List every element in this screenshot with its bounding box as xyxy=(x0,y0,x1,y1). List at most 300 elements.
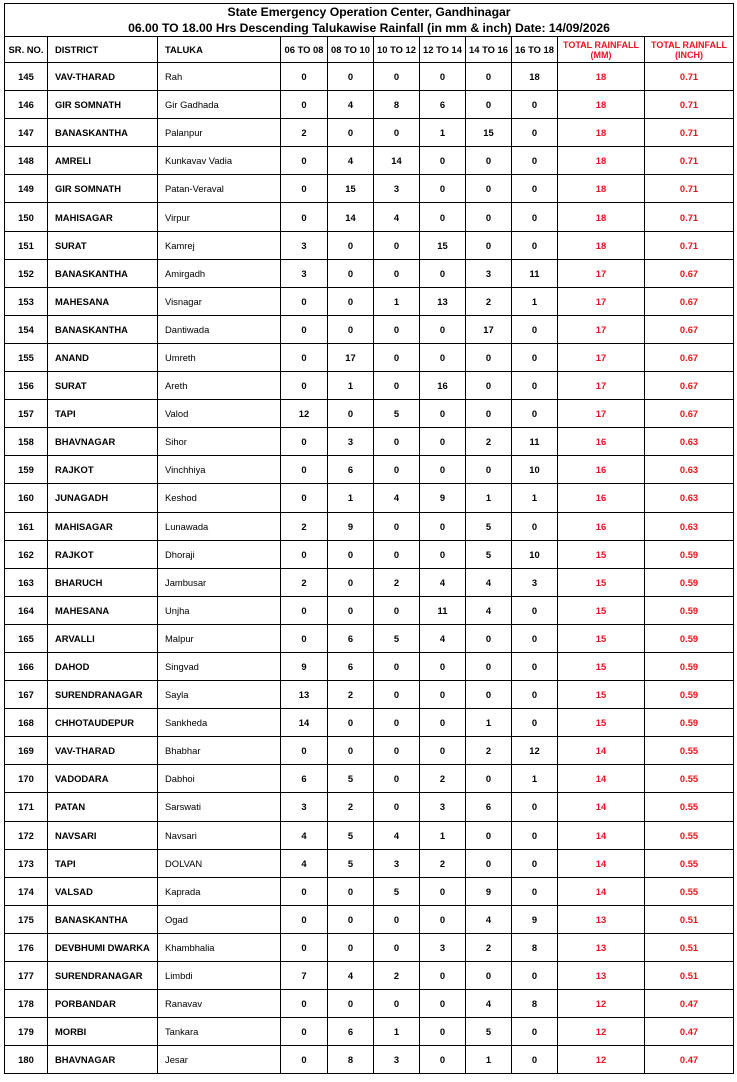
cell-08-to-10: 6 xyxy=(328,652,374,680)
cell-10-to-12: 0 xyxy=(374,119,420,147)
table-row xyxy=(5,877,734,905)
cell-08-to-10: 0 xyxy=(328,990,374,1018)
cell-12-to-14: 0 xyxy=(420,456,466,484)
cell-taluka: Sankheda xyxy=(158,709,281,737)
cell-16-to-18: 0 xyxy=(512,652,558,680)
cell-sr-no: 160 xyxy=(5,484,48,512)
cell-total-inch: 0.67 xyxy=(645,315,734,343)
cell-12-to-14: 13 xyxy=(420,287,466,315)
cell-district: DAHOD xyxy=(48,652,158,680)
col-header-sr-no: SR. NO. xyxy=(5,37,48,63)
cell-16-to-18: 0 xyxy=(512,793,558,821)
col-header-06-to-08: 06 TO 08 xyxy=(281,37,328,63)
cell-sr-no: 170 xyxy=(5,765,48,793)
cell-08-to-10: 0 xyxy=(328,568,374,596)
cell-12-to-14: 1 xyxy=(420,119,466,147)
cell-district: VALSAD xyxy=(48,877,158,905)
cell-06-to-08: 0 xyxy=(281,343,328,371)
cell-taluka: Sarswati xyxy=(158,793,281,821)
cell-sr-no: 145 xyxy=(5,63,48,91)
cell-total-inch: 0.51 xyxy=(645,905,734,933)
cell-14-to-16: 0 xyxy=(466,203,512,231)
table-row xyxy=(5,343,734,371)
cell-sr-no: 152 xyxy=(5,259,48,287)
cell-total-inch: 0.47 xyxy=(645,1018,734,1046)
cell-16-to-18: 0 xyxy=(512,175,558,203)
cell-16-to-18: 0 xyxy=(512,147,558,175)
cell-06-to-08: 2 xyxy=(281,512,328,540)
cell-sr-no: 171 xyxy=(5,793,48,821)
cell-district: PORBANDAR xyxy=(48,990,158,1018)
col-header-taluka: TALUKA xyxy=(158,37,281,63)
cell-16-to-18: 9 xyxy=(512,905,558,933)
cell-08-to-10: 14 xyxy=(328,203,374,231)
cell-district: BHARUCH xyxy=(48,568,158,596)
cell-08-to-10: 0 xyxy=(328,119,374,147)
cell-12-to-14: 9 xyxy=(420,484,466,512)
table-row xyxy=(5,793,734,821)
cell-total-inch: 0.67 xyxy=(645,372,734,400)
cell-14-to-16: 0 xyxy=(466,765,512,793)
cell-12-to-14: 0 xyxy=(420,1046,466,1074)
rainfall-table xyxy=(4,3,734,1074)
cell-total-mm: 13 xyxy=(558,962,645,990)
table-row xyxy=(5,91,734,119)
cell-district: DEVBHUMI DWARKA xyxy=(48,933,158,961)
cell-total-inch: 0.67 xyxy=(645,343,734,371)
cell-16-to-18: 0 xyxy=(512,624,558,652)
cell-total-mm: 13 xyxy=(558,933,645,961)
cell-total-mm: 16 xyxy=(558,512,645,540)
table-row xyxy=(5,119,734,147)
cell-08-to-10: 0 xyxy=(328,231,374,259)
cell-16-to-18: 1 xyxy=(512,765,558,793)
cell-16-to-18: 0 xyxy=(512,596,558,624)
cell-sr-no: 155 xyxy=(5,343,48,371)
cell-sr-no: 154 xyxy=(5,315,48,343)
col-header-12-to-14: 12 TO 14 xyxy=(420,37,466,63)
cell-total-inch: 0.55 xyxy=(645,737,734,765)
table-row xyxy=(5,765,734,793)
cell-total-inch: 0.67 xyxy=(645,259,734,287)
cell-total-mm: 17 xyxy=(558,259,645,287)
cell-total-mm: 17 xyxy=(558,287,645,315)
cell-district: BANASKANTHA xyxy=(48,119,158,147)
cell-district: MAHESANA xyxy=(48,596,158,624)
cell-total-inch: 0.59 xyxy=(645,709,734,737)
table-row xyxy=(5,203,734,231)
cell-total-inch: 0.71 xyxy=(645,147,734,175)
cell-total-mm: 13 xyxy=(558,905,645,933)
cell-14-to-16: 6 xyxy=(466,793,512,821)
col-header-total-inch-line1: TOTAL RAINFALL xyxy=(651,39,727,50)
cell-14-to-16: 4 xyxy=(466,596,512,624)
cell-12-to-14: 0 xyxy=(420,259,466,287)
cell-16-to-18: 0 xyxy=(512,962,558,990)
table-row xyxy=(5,287,734,315)
cell-sr-no: 146 xyxy=(5,91,48,119)
cell-10-to-12: 5 xyxy=(374,624,420,652)
cell-08-to-10: 0 xyxy=(328,400,374,428)
cell-district: MAHISAGAR xyxy=(48,203,158,231)
cell-12-to-14: 2 xyxy=(420,849,466,877)
cell-sr-no: 167 xyxy=(5,681,48,709)
cell-12-to-14: 6 xyxy=(420,91,466,119)
cell-16-to-18: 0 xyxy=(512,1046,558,1074)
cell-total-mm: 14 xyxy=(558,737,645,765)
cell-12-to-14: 0 xyxy=(420,652,466,680)
table-row xyxy=(5,512,734,540)
cell-district: AMRELI xyxy=(48,147,158,175)
cell-10-to-12: 0 xyxy=(374,428,420,456)
table-row xyxy=(5,1018,734,1046)
cell-taluka: Malpur xyxy=(158,624,281,652)
cell-12-to-14: 4 xyxy=(420,624,466,652)
cell-06-to-08: 0 xyxy=(281,175,328,203)
cell-sr-no: 176 xyxy=(5,933,48,961)
cell-08-to-10: 17 xyxy=(328,343,374,371)
cell-sr-no: 173 xyxy=(5,849,48,877)
cell-14-to-16: 4 xyxy=(466,990,512,1018)
cell-10-to-12: 0 xyxy=(374,596,420,624)
cell-14-to-16: 0 xyxy=(466,624,512,652)
cell-total-inch: 0.59 xyxy=(645,624,734,652)
cell-10-to-12: 8 xyxy=(374,91,420,119)
report-title: State Emergency Operation Center, Gandhinagar xyxy=(5,4,734,21)
cell-12-to-14: 0 xyxy=(420,428,466,456)
cell-12-to-14: 3 xyxy=(420,933,466,961)
cell-16-to-18: 1 xyxy=(512,287,558,315)
cell-12-to-14: 0 xyxy=(420,343,466,371)
cell-10-to-12: 2 xyxy=(374,568,420,596)
cell-sr-no: 157 xyxy=(5,400,48,428)
table-row xyxy=(5,147,734,175)
cell-14-to-16: 1 xyxy=(466,709,512,737)
cell-08-to-10: 4 xyxy=(328,147,374,175)
cell-10-to-12: 0 xyxy=(374,681,420,709)
cell-14-to-16: 0 xyxy=(466,652,512,680)
cell-sr-no: 158 xyxy=(5,428,48,456)
cell-district: SURENDRANAGAR xyxy=(48,681,158,709)
cell-total-mm: 18 xyxy=(558,119,645,147)
cell-08-to-10: 6 xyxy=(328,624,374,652)
table-row xyxy=(5,484,734,512)
cell-06-to-08: 0 xyxy=(281,624,328,652)
cell-district: PATAN xyxy=(48,793,158,821)
cell-06-to-08: 0 xyxy=(281,596,328,624)
cell-total-inch: 0.67 xyxy=(645,400,734,428)
cell-total-mm: 16 xyxy=(558,484,645,512)
cell-total-mm: 15 xyxy=(558,709,645,737)
cell-16-to-18: 10 xyxy=(512,540,558,568)
col-header-total-mm-line1: TOTAL RAINFALL xyxy=(563,39,639,50)
cell-14-to-16: 0 xyxy=(466,456,512,484)
table-row xyxy=(5,905,734,933)
table-row xyxy=(5,709,734,737)
cell-10-to-12: 4 xyxy=(374,484,420,512)
cell-14-to-16: 0 xyxy=(466,400,512,428)
cell-08-to-10: 0 xyxy=(328,63,374,91)
cell-08-to-10: 15 xyxy=(328,175,374,203)
cell-16-to-18: 0 xyxy=(512,315,558,343)
cell-12-to-14: 11 xyxy=(420,596,466,624)
cell-total-mm: 12 xyxy=(558,1018,645,1046)
cell-06-to-08: 9 xyxy=(281,652,328,680)
cell-taluka: Limbdi xyxy=(158,962,281,990)
cell-total-inch: 0.55 xyxy=(645,793,734,821)
cell-10-to-12: 0 xyxy=(374,372,420,400)
cell-total-inch: 0.63 xyxy=(645,484,734,512)
cell-16-to-18: 18 xyxy=(512,63,558,91)
cell-district: RAJKOT xyxy=(48,456,158,484)
cell-total-inch: 0.71 xyxy=(645,231,734,259)
cell-total-inch: 0.55 xyxy=(645,821,734,849)
cell-14-to-16: 0 xyxy=(466,821,512,849)
cell-10-to-12: 5 xyxy=(374,877,420,905)
cell-06-to-08: 0 xyxy=(281,372,328,400)
cell-taluka: Dhoraji xyxy=(158,540,281,568)
cell-08-to-10: 9 xyxy=(328,512,374,540)
cell-sr-no: 174 xyxy=(5,877,48,905)
col-header-10-to-12: 10 TO 12 xyxy=(374,37,420,63)
cell-06-to-08: 12 xyxy=(281,400,328,428)
cell-10-to-12: 2 xyxy=(374,962,420,990)
table-row xyxy=(5,596,734,624)
cell-06-to-08: 0 xyxy=(281,287,328,315)
cell-district: SURAT xyxy=(48,231,158,259)
cell-district: BANASKANTHA xyxy=(48,259,158,287)
cell-total-mm: 14 xyxy=(558,877,645,905)
cell-district: BANASKANTHA xyxy=(48,315,158,343)
table-row xyxy=(5,624,734,652)
cell-08-to-10: 0 xyxy=(328,737,374,765)
cell-12-to-14: 2 xyxy=(420,765,466,793)
cell-10-to-12: 0 xyxy=(374,259,420,287)
cell-06-to-08: 0 xyxy=(281,737,328,765)
cell-10-to-12: 3 xyxy=(374,175,420,203)
cell-district: CHHOTAUDEPUR xyxy=(48,709,158,737)
cell-taluka: Ranavav xyxy=(158,990,281,1018)
cell-sr-no: 178 xyxy=(5,990,48,1018)
cell-taluka: Jambusar xyxy=(158,568,281,596)
report-subtitle: 06.00 TO 18.00 Hrs Descending Talukawise Rainfall (in mm & inch) Date: 14/09/2026 xyxy=(5,20,734,37)
table-row xyxy=(5,428,734,456)
table-row xyxy=(5,456,734,484)
cell-total-inch: 0.59 xyxy=(645,596,734,624)
cell-16-to-18: 0 xyxy=(512,400,558,428)
cell-16-to-18: 0 xyxy=(512,91,558,119)
cell-10-to-12: 4 xyxy=(374,203,420,231)
col-header-total-inch xyxy=(645,37,734,63)
cell-taluka: Areth xyxy=(158,372,281,400)
col-header-total-mm xyxy=(558,37,645,63)
cell-10-to-12: 3 xyxy=(374,1046,420,1074)
cell-14-to-16: 5 xyxy=(466,540,512,568)
cell-12-to-14: 0 xyxy=(420,512,466,540)
cell-total-inch: 0.71 xyxy=(645,119,734,147)
cell-10-to-12: 0 xyxy=(374,315,420,343)
cell-14-to-16: 1 xyxy=(466,1046,512,1074)
cell-sr-no: 179 xyxy=(5,1018,48,1046)
cell-14-to-16: 17 xyxy=(466,315,512,343)
cell-district: MAHISAGAR xyxy=(48,512,158,540)
table-row xyxy=(5,737,734,765)
column-header-row xyxy=(5,37,734,63)
table-row xyxy=(5,933,734,961)
cell-14-to-16: 0 xyxy=(466,343,512,371)
cell-14-to-16: 5 xyxy=(466,1018,512,1046)
cell-sr-no: 149 xyxy=(5,175,48,203)
col-header-16-to-18: 16 TO 18 xyxy=(512,37,558,63)
cell-total-mm: 14 xyxy=(558,821,645,849)
cell-sr-no: 150 xyxy=(5,203,48,231)
cell-08-to-10: 4 xyxy=(328,91,374,119)
cell-taluka: Keshod xyxy=(158,484,281,512)
table-row xyxy=(5,372,734,400)
cell-14-to-16: 2 xyxy=(466,737,512,765)
cell-12-to-14: 0 xyxy=(420,1018,466,1046)
cell-06-to-08: 0 xyxy=(281,877,328,905)
cell-16-to-18: 0 xyxy=(512,343,558,371)
cell-16-to-18: 11 xyxy=(512,428,558,456)
cell-06-to-08: 4 xyxy=(281,821,328,849)
cell-sr-no: 151 xyxy=(5,231,48,259)
cell-08-to-10: 0 xyxy=(328,905,374,933)
cell-08-to-10: 3 xyxy=(328,428,374,456)
cell-total-inch: 0.51 xyxy=(645,962,734,990)
cell-10-to-12: 0 xyxy=(374,905,420,933)
cell-14-to-16: 9 xyxy=(466,877,512,905)
cell-total-mm: 16 xyxy=(558,428,645,456)
cell-taluka: Palanpur xyxy=(158,119,281,147)
cell-16-to-18: 0 xyxy=(512,203,558,231)
col-header-total-inch-line2: (INCH) xyxy=(675,49,703,60)
cell-district: BANASKANTHA xyxy=(48,905,158,933)
cell-taluka: Vinchhiya xyxy=(158,456,281,484)
cell-sr-no: 153 xyxy=(5,287,48,315)
cell-taluka: Sihor xyxy=(158,428,281,456)
cell-district: NAVSARI xyxy=(48,821,158,849)
cell-12-to-14: 0 xyxy=(420,737,466,765)
cell-06-to-08: 2 xyxy=(281,119,328,147)
cell-06-to-08: 0 xyxy=(281,315,328,343)
cell-total-inch: 0.59 xyxy=(645,681,734,709)
cell-06-to-08: 0 xyxy=(281,63,328,91)
cell-06-to-08: 0 xyxy=(281,1018,328,1046)
cell-12-to-14: 0 xyxy=(420,709,466,737)
table-row xyxy=(5,259,734,287)
cell-district: GIR SOMNATH xyxy=(48,175,158,203)
cell-district: MAHESANA xyxy=(48,287,158,315)
cell-12-to-14: 0 xyxy=(420,877,466,905)
cell-10-to-12: 0 xyxy=(374,933,420,961)
cell-10-to-12: 0 xyxy=(374,990,420,1018)
cell-08-to-10: 0 xyxy=(328,877,374,905)
cell-08-to-10: 0 xyxy=(328,287,374,315)
cell-10-to-12: 14 xyxy=(374,147,420,175)
cell-16-to-18: 3 xyxy=(512,568,558,596)
cell-10-to-12: 5 xyxy=(374,400,420,428)
cell-district: BHAVNAGAR xyxy=(48,428,158,456)
cell-taluka: Tankara xyxy=(158,1018,281,1046)
cell-taluka: Visnagar xyxy=(158,287,281,315)
cell-14-to-16: 0 xyxy=(466,147,512,175)
cell-06-to-08: 4 xyxy=(281,849,328,877)
cell-total-mm: 15 xyxy=(558,568,645,596)
cell-sr-no: 148 xyxy=(5,147,48,175)
cell-taluka: Patan-Veraval xyxy=(158,175,281,203)
cell-14-to-16: 4 xyxy=(466,905,512,933)
cell-16-to-18: 11 xyxy=(512,259,558,287)
cell-total-mm: 17 xyxy=(558,400,645,428)
cell-06-to-08: 0 xyxy=(281,1046,328,1074)
cell-12-to-14: 0 xyxy=(420,147,466,175)
cell-14-to-16: 0 xyxy=(466,849,512,877)
cell-taluka: Gir Gadhada xyxy=(158,91,281,119)
cell-total-inch: 0.59 xyxy=(645,652,734,680)
cell-06-to-08: 0 xyxy=(281,456,328,484)
cell-total-inch: 0.51 xyxy=(645,933,734,961)
cell-total-mm: 17 xyxy=(558,343,645,371)
cell-12-to-14: 3 xyxy=(420,793,466,821)
table-row xyxy=(5,849,734,877)
cell-12-to-14: 4 xyxy=(420,568,466,596)
cell-sr-no: 168 xyxy=(5,709,48,737)
cell-taluka: Singvad xyxy=(158,652,281,680)
cell-06-to-08: 0 xyxy=(281,540,328,568)
cell-10-to-12: 1 xyxy=(374,287,420,315)
cell-08-to-10: 5 xyxy=(328,765,374,793)
cell-sr-no: 147 xyxy=(5,119,48,147)
cell-total-inch: 0.71 xyxy=(645,63,734,91)
cell-sr-no: 175 xyxy=(5,905,48,933)
cell-14-to-16: 0 xyxy=(466,962,512,990)
col-header-14-to-16: 14 TO 16 xyxy=(466,37,512,63)
cell-08-to-10: 5 xyxy=(328,821,374,849)
cell-total-mm: 14 xyxy=(558,793,645,821)
cell-12-to-14: 0 xyxy=(420,905,466,933)
cell-06-to-08: 0 xyxy=(281,905,328,933)
cell-14-to-16: 2 xyxy=(466,287,512,315)
cell-08-to-10: 0 xyxy=(328,709,374,737)
cell-14-to-16: 2 xyxy=(466,428,512,456)
cell-sr-no: 162 xyxy=(5,540,48,568)
cell-total-mm: 14 xyxy=(558,849,645,877)
cell-total-inch: 0.47 xyxy=(645,990,734,1018)
col-header-district: DISTRICT xyxy=(48,37,158,63)
cell-06-to-08: 7 xyxy=(281,962,328,990)
cell-sr-no: 159 xyxy=(5,456,48,484)
cell-06-to-08: 0 xyxy=(281,147,328,175)
cell-district: TAPI xyxy=(48,400,158,428)
cell-total-mm: 18 xyxy=(558,175,645,203)
cell-10-to-12: 1 xyxy=(374,1018,420,1046)
cell-taluka: Amirgadh xyxy=(158,259,281,287)
table-row xyxy=(5,400,734,428)
cell-08-to-10: 5 xyxy=(328,849,374,877)
cell-total-mm: 18 xyxy=(558,231,645,259)
cell-district: JUNAGADH xyxy=(48,484,158,512)
cell-10-to-12: 0 xyxy=(374,456,420,484)
cell-sr-no: 166 xyxy=(5,652,48,680)
cell-district: MORBI xyxy=(48,1018,158,1046)
cell-14-to-16: 0 xyxy=(466,91,512,119)
cell-10-to-12: 3 xyxy=(374,849,420,877)
cell-total-inch: 0.55 xyxy=(645,877,734,905)
table-row xyxy=(5,175,734,203)
cell-06-to-08: 3 xyxy=(281,259,328,287)
cell-total-inch: 0.55 xyxy=(645,765,734,793)
